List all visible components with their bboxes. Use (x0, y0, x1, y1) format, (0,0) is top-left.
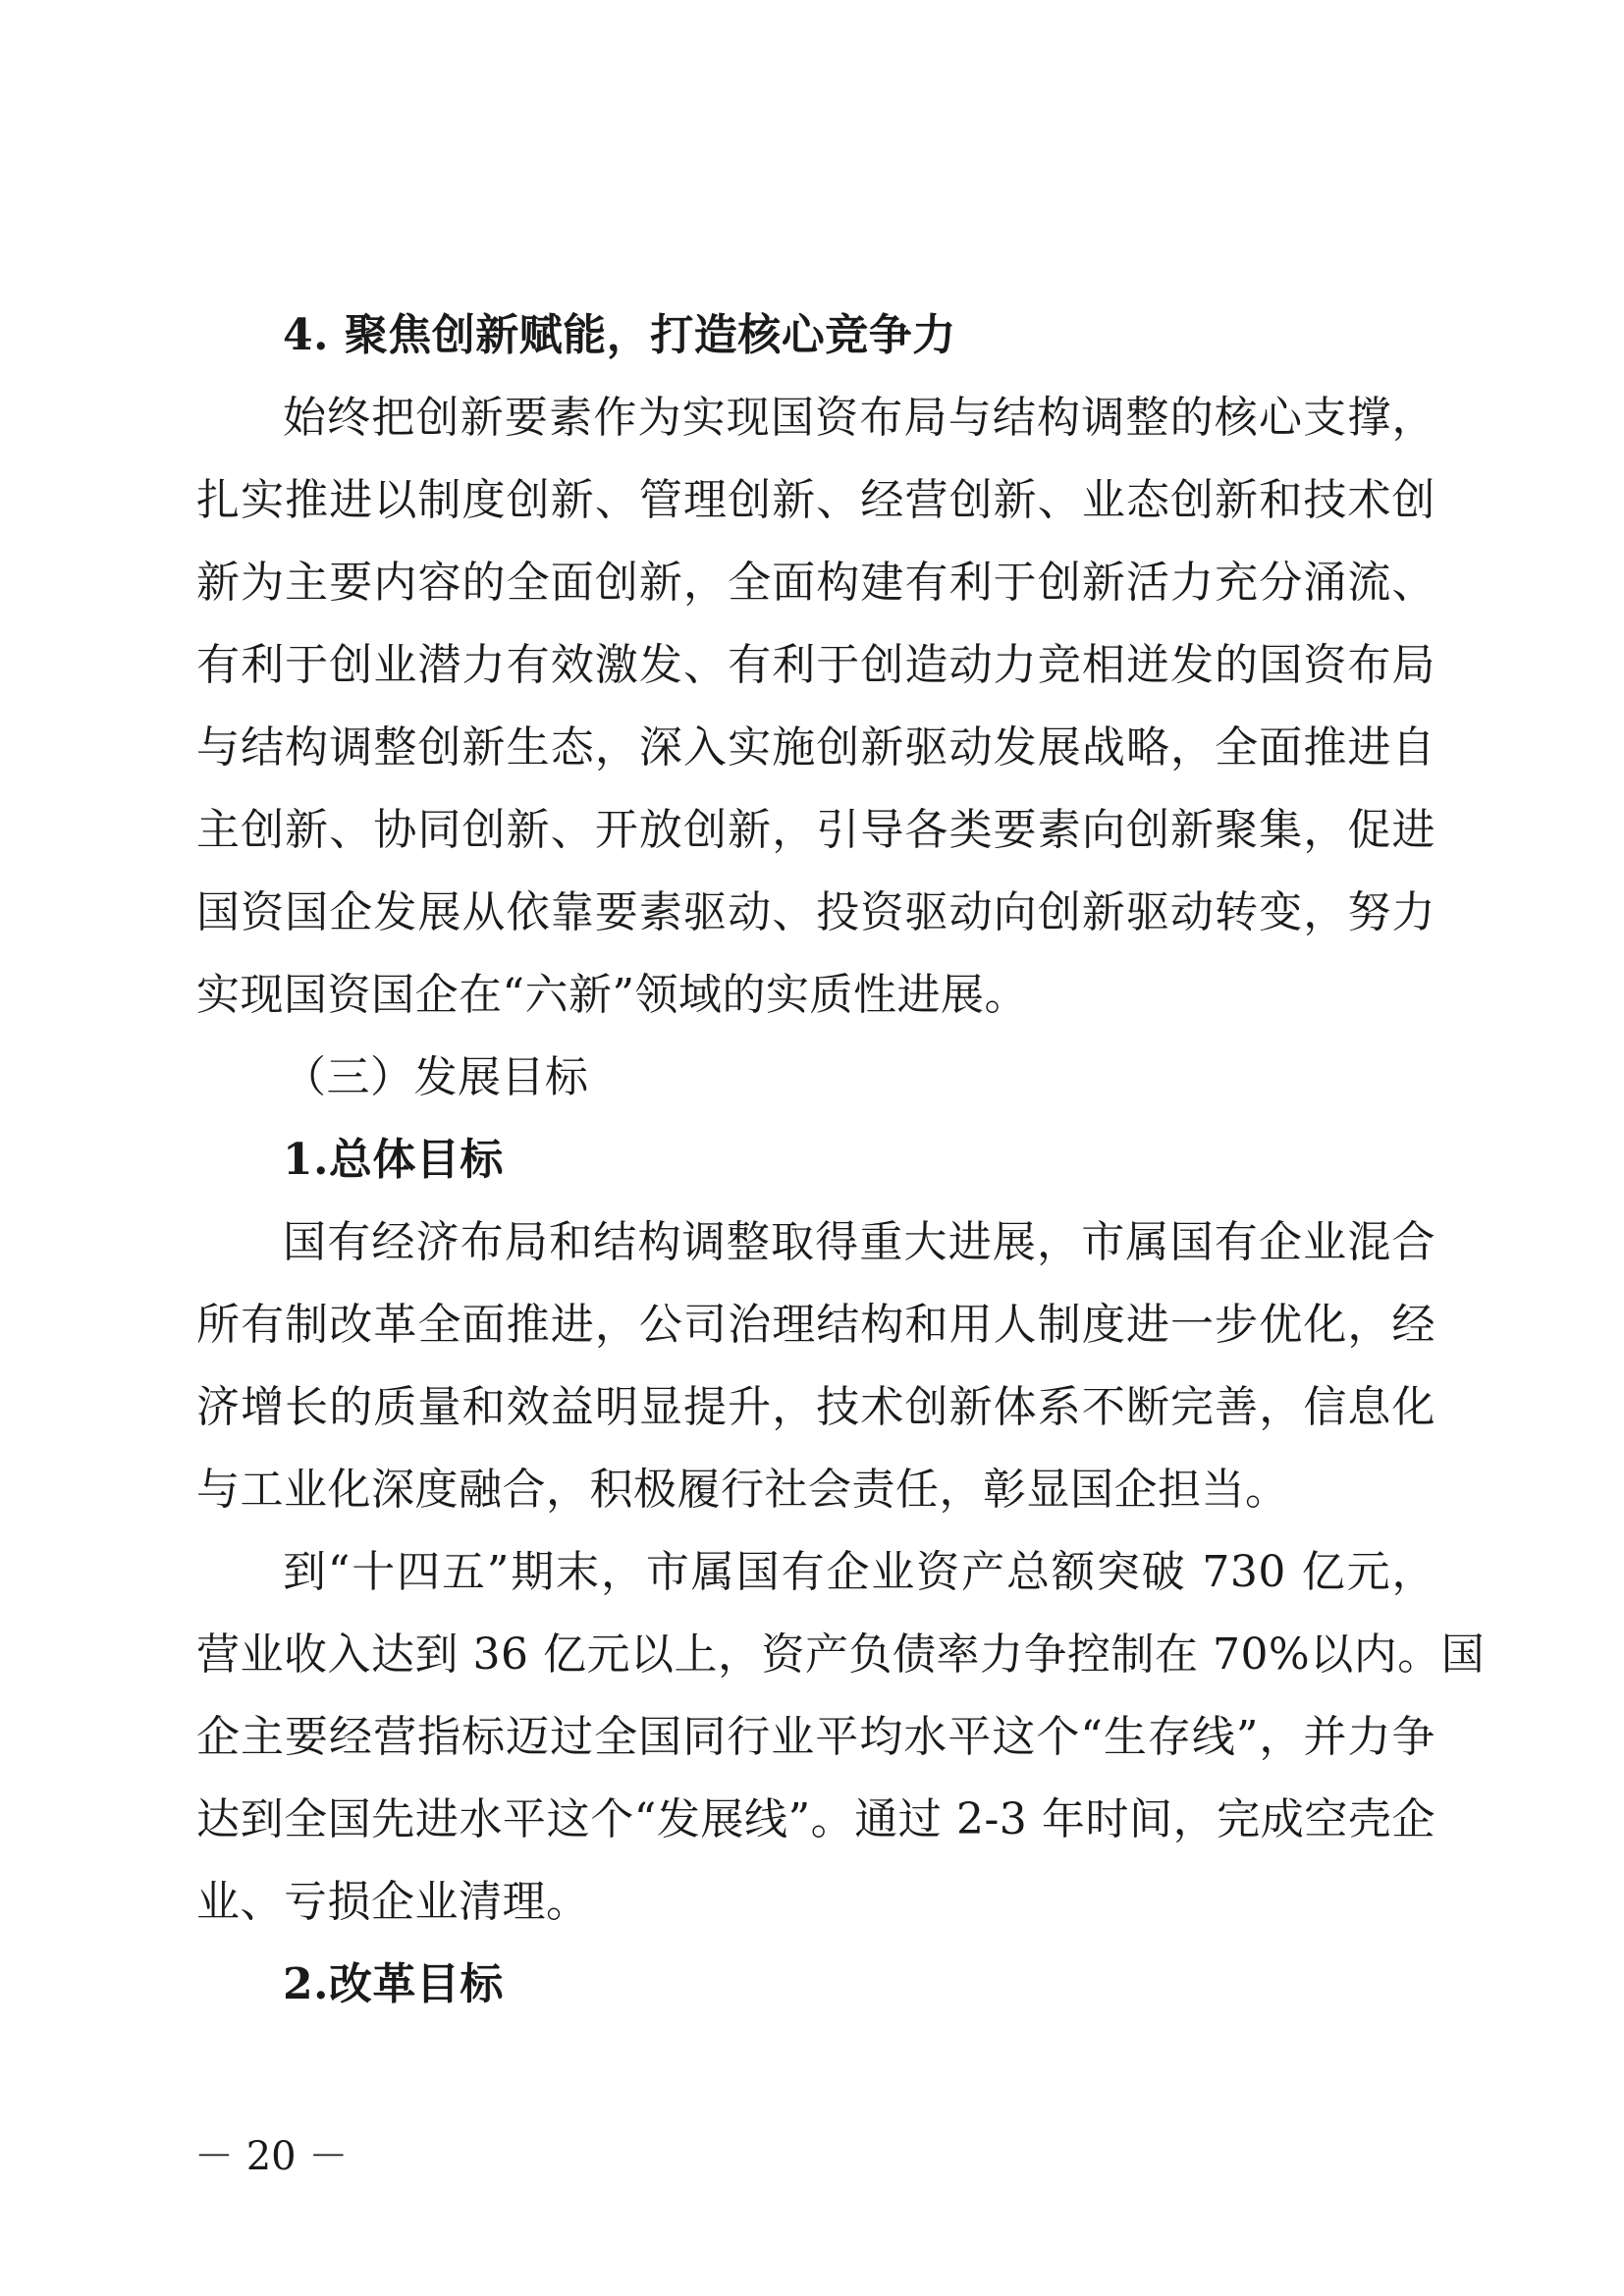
goal1-paragraph-2 (196, 1531, 1486, 1944)
paragraph-line: 有利于创业潜力有效激发、有利于创造动力竞相迸发的国资布局 (196, 640, 1435, 690)
paragraph-line: 与结构调整创新生态，深入实施创新驱动发展战略，全面推进自 (196, 722, 1435, 773)
paragraph-line: 扎实推进以制度创新、管理创新、经营创新、业态创新和技术创 (196, 475, 1435, 525)
paragraph-line: 所有制改革全面推进，公司治理结构和用人制度进一步优化，经 (196, 1300, 1435, 1350)
paragraph-line: 济增长的质量和效益明显提升，技术创新体系不断完善，信息化 (196, 1382, 1435, 1432)
paragraph-line: 实现国资国企在“六新”领域的实质性进展。 (196, 970, 1028, 1020)
paragraph-line: 企主要经营指标迈过全国同行业平均水平这个“生存线”，并力争 (196, 1712, 1435, 1762)
paragraph-line: 达到全国先进水平这个“发展线”。通过 2-3 年时间，完成空壳企 (196, 1794, 1435, 1844)
goal1-heading: 1.总体目标 (283, 1135, 504, 1185)
section3-heading: （三）发展目标 (283, 1052, 589, 1102)
paragraph-line: 业、亏损企业清理。 (196, 1877, 590, 1927)
paragraph-line: 主创新、协同创新、开放创新，引导各类要素向创新聚集，促进 (196, 805, 1435, 855)
goal1-paragraph-1 (196, 1201, 1435, 1531)
section4-paragraph (196, 377, 1435, 1037)
goal2-heading: 2.改革目标 (283, 1959, 504, 2009)
paragraph-line: 营业收入达到 36 亿元以上，资产负债率力争控制在 70%以内。国 (196, 1629, 1486, 1680)
section4-heading: 4. 聚焦创新赋能，打造核心竞争力 (283, 310, 956, 360)
page-body (196, 294, 1486, 2026)
paragraph-line: 始终把创新要素作为实现国资布局与结构调整的核心支撑， (283, 393, 1435, 443)
paragraph-line: 国有经济布局和结构调整取得重大进展，市属国有企业混合 (283, 1217, 1435, 1267)
paragraph-line: 国资国企发展从依靠要素驱动、投资驱动向创新驱动转变，努力 (196, 887, 1435, 937)
page-number: － 20 － (194, 2134, 349, 2179)
paragraph-line: 到“十四五”期末，市属国有企业资产总额突破 730 亿元， (283, 1547, 1435, 1597)
paragraph-line: 与工业化深度融合，积极履行社会责任，彰显国企担当。 (196, 1465, 1289, 1515)
paragraph-line: 新为主要内容的全面创新，全面构建有利于创新活力充分涌流、 (196, 558, 1435, 608)
